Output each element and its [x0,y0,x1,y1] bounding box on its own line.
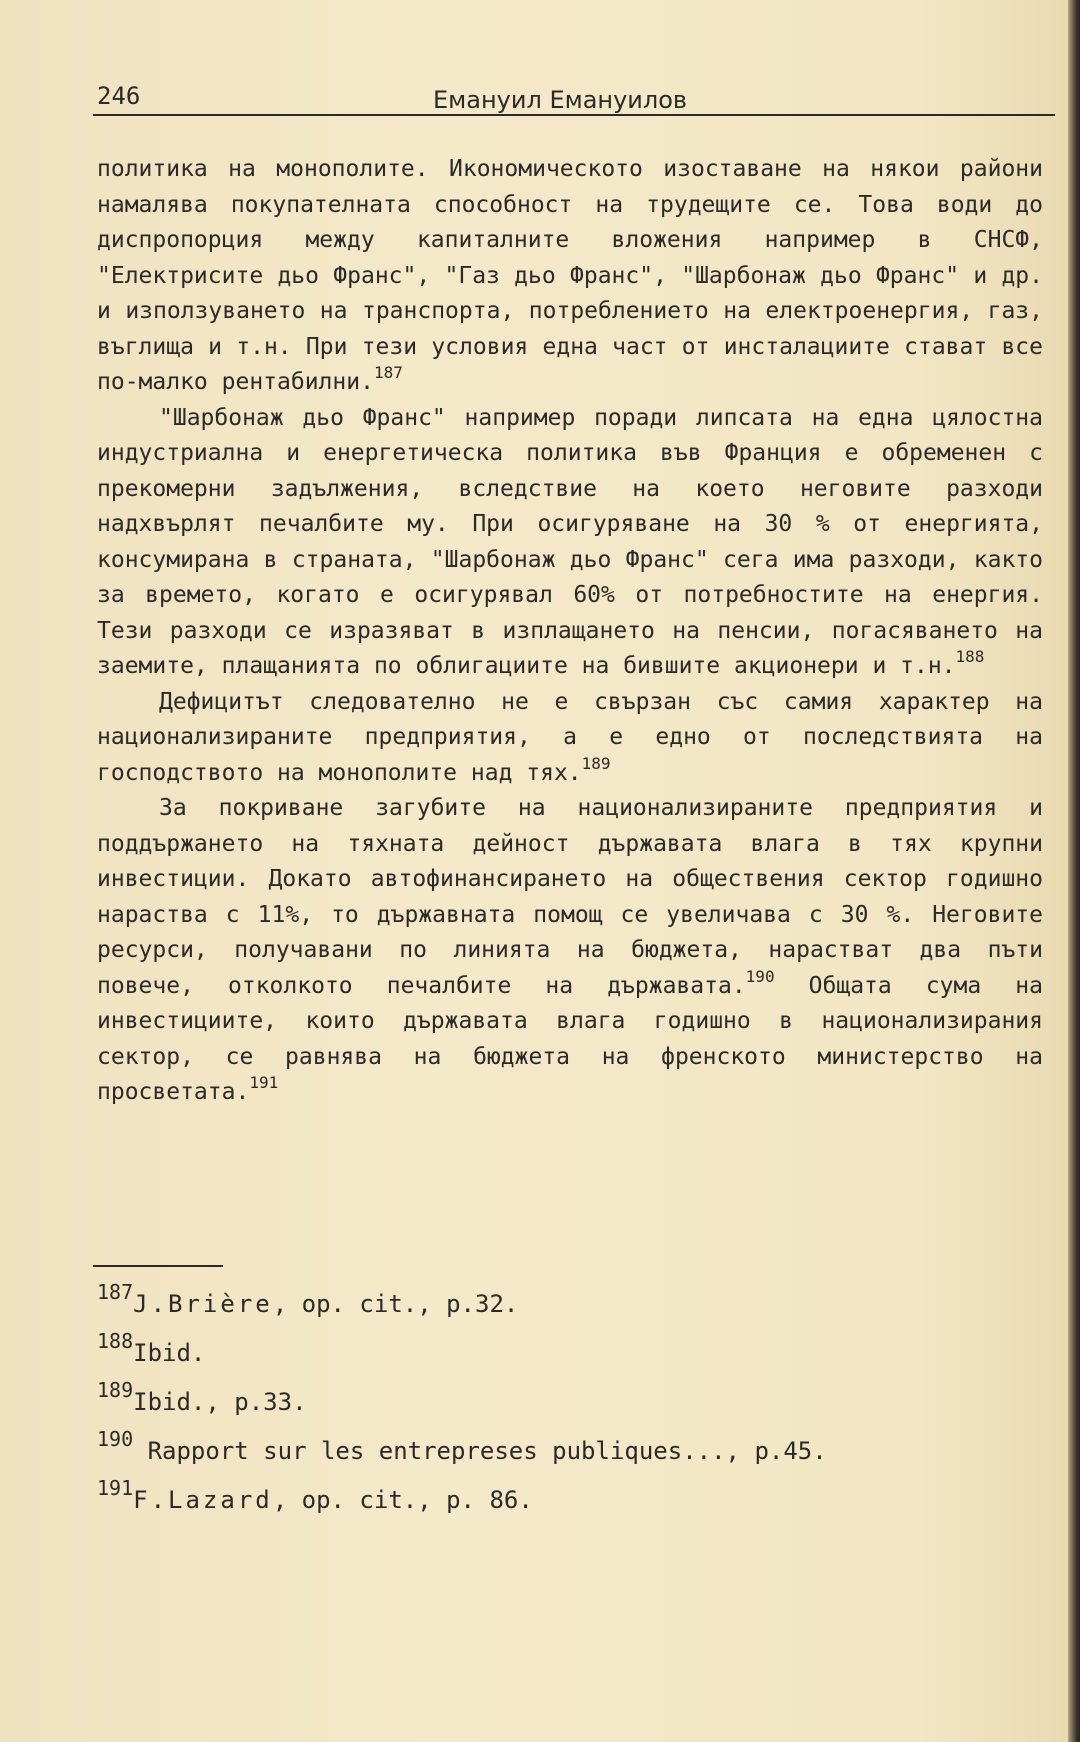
paragraph-2 [97,401,1043,685]
paragraph-3 [97,685,1043,792]
paragraph-text: Дефицитът следователно не е свързан със самия характер на национализираните предприятия, а е едно от последствията на господството на монополите над тях. [97,688,1043,786]
footnote-rule [93,1265,223,1267]
body-text [97,152,1043,1111]
footnote-text: , op. cit., p. 86. [272,1486,533,1514]
footnote-187 [97,1280,997,1329]
paragraph-text: "Шарбонаж дьо Франс" например поради липсата на една цялостна индустриална и енергетическа политика във Франция е обременен с прекомерни задължения, вследствие на което неговите разходи надхвърлят печалбите му. При осигуряване на 30 % от енергията, консумирана в страната, "Шарбонаж дьо Франс" сега има разходи, както за времето, когато е осигурявал 60% от потребностите на енергия. Тези разходи се изразяват в изплащането на пенсии, погасяването на заемите, плащанията по облигациите на бившите акционери и т.н. [97,404,1043,679]
footnote-ref-187: 187 [373,363,403,382]
footnote-188 [97,1329,997,1378]
running-title: Емануил Емануилов [433,86,688,114]
footnote-number: 190 [97,1427,134,1451]
footnote-number: 191 [97,1476,134,1500]
paragraph-text: За покриване загубите на национализираните предприятия и поддържането на тяхната дейност държавата влага в тях крупни инвестиции. Докато автофинансирането на обществения сектор годишно нараства с 11%, то държавната помощ се увеличава с 30 %. Неговите ресурси, получавани по линията на бюджета, нарастват два пъти повече, отколкото печалбите на държавата. [97,795,1043,999]
footnote-ref-190: 190 [745,966,775,986]
footnote-ref-191: 191 [249,1073,279,1092]
footnote-author: F.Lazard [133,1486,273,1514]
page-header [93,80,1055,116]
footnote-text: Rapport sur les entrepreses publiques..., p.45. [133,1437,827,1465]
footnote-ref-189: 189 [581,753,611,773]
paragraph-text: политика на монополите. Икономическото изоставане на някои райони намалява покупателната способност на трудещите се. Това води до диспропорция между капиталните вложения например в СНСФ, "Електрисите дьо Франс", "Газ дьо Франс", "Шарбонаж дьо Франс" и др. и използуването на транспорта, потреблението на електроенергия, газ, въглища и т.н. При тези условия една част от инсталациите стават все по-малко рентабилни. [97,156,1043,395]
paragraph-4 [97,791,1043,1111]
footnote-number: 189 [97,1378,134,1402]
footnote-number: 188 [97,1329,134,1353]
paragraph-1 [97,152,1043,401]
footnote-190 [97,1427,997,1476]
footnotes [97,1280,997,1525]
page-number: 246 [97,82,141,110]
paragraph-text-continued: Общата сума на инвестициите, които държавата влага годишно в национализирания сектор, се равнява на бюджета на френското министерство на просветата. [97,972,1043,1105]
footnote-ref-188: 188 [955,647,985,666]
footnote-text: Ibid. [133,1339,206,1367]
page-edge-shadow [1068,0,1080,1742]
footnote-number: 187 [97,1280,134,1304]
footnote-191 [97,1476,997,1525]
footnote-text: Ibid., p.33. [133,1388,307,1416]
footnote-189 [97,1378,997,1427]
footnote-text: , op. cit., p.32. [272,1290,519,1318]
footnote-author: J.Brière [133,1290,273,1318]
